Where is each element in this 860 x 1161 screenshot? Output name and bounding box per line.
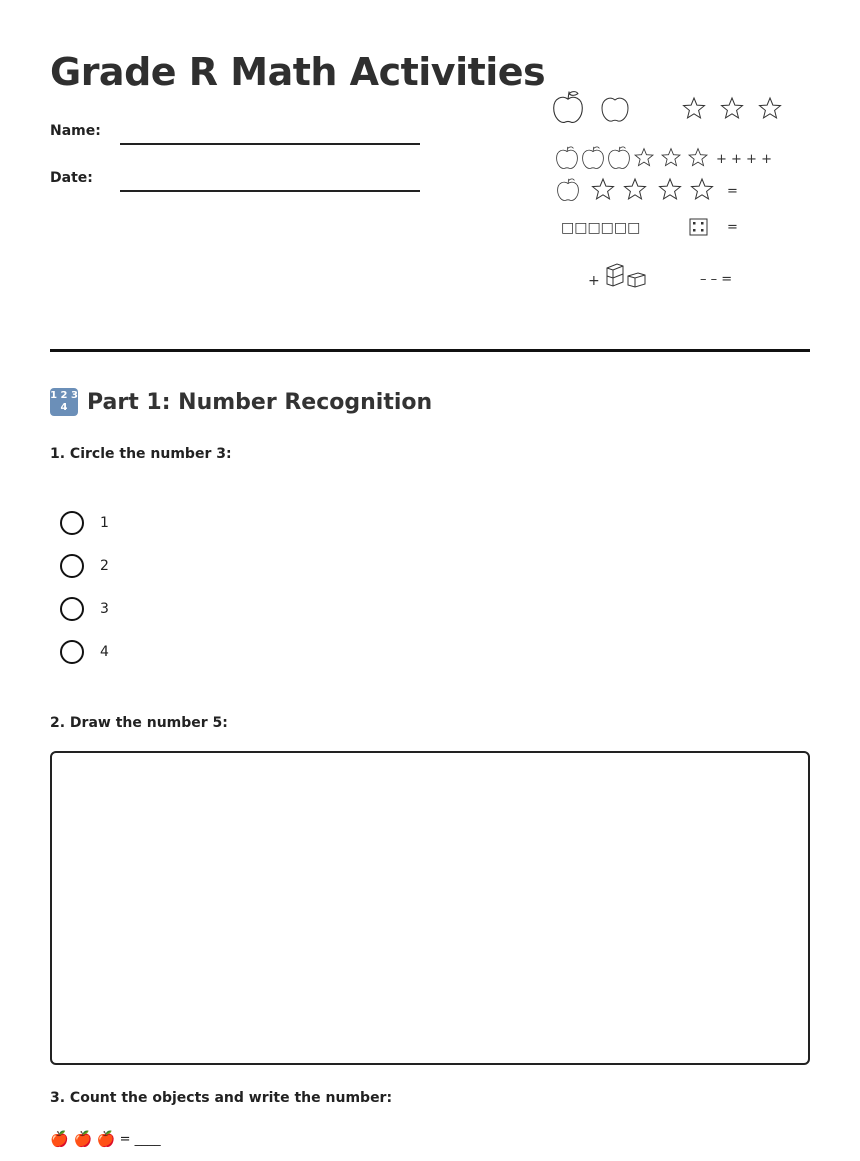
date-field[interactable] [120,190,420,192]
row4-equals: = [727,220,738,235]
section-title: Part 1: Number Recognition [87,389,433,415]
option-1[interactable] [60,511,109,535]
row5-symbols: – – = [700,272,733,287]
star-icon [684,98,705,118]
option-label: 3 [100,601,109,617]
star-icon [689,149,707,166]
numbers-icon: 1 2 3 4 [50,388,78,416]
row3-equals: = [727,184,738,199]
row2-symbols: + + + + [716,152,772,167]
section-heading [50,388,432,416]
star-icon [635,149,653,166]
apple-icon: 🍎 🍎 🍎 [50,1130,116,1148]
apple-icon [558,179,579,201]
radio-circle[interactable] [60,511,84,535]
star-icon [662,149,680,166]
option-label: 4 [100,644,109,660]
star-icon [692,179,713,199]
star-icon [722,98,743,118]
illustration-art [540,80,830,310]
radio-circle[interactable] [60,554,84,578]
apple-icon [609,147,630,169]
apple-icon [602,98,628,121]
question-1-label: 1. Circle the number 3: [50,446,232,462]
drawing-area[interactable] [50,751,810,1065]
option-2[interactable] [60,554,109,578]
count-row [50,1130,161,1148]
page-title: Grade R Math Activities [50,50,546,94]
cubes-icon [607,264,645,287]
option-3[interactable] [60,597,109,621]
radio-circle[interactable] [60,597,84,621]
option-label: 2 [100,558,109,574]
apple-icon [554,92,583,123]
math-illustration [540,80,830,310]
section-divider [50,349,810,352]
apple-icon [557,147,578,169]
option-label: 1 [100,515,109,531]
star-icon [625,179,646,199]
name-field[interactable] [120,143,420,145]
apple-icon [583,147,604,169]
row5-plus: + [588,273,600,289]
star-icon [760,98,781,118]
name-label: Name: [50,123,101,139]
count-answer-field[interactable]: = ____ [119,1131,161,1147]
row4-squares: □□□□□□ [561,220,641,236]
question-3-label: 3. Count the objects and write the number: [50,1090,393,1106]
dice-icon [690,219,707,235]
star-icon [593,179,614,199]
option-4[interactable] [60,640,109,664]
radio-circle[interactable] [60,640,84,664]
date-label: Date: [50,170,93,186]
star-icon [660,179,681,199]
question-2-label: 2. Draw the number 5: [50,715,228,731]
